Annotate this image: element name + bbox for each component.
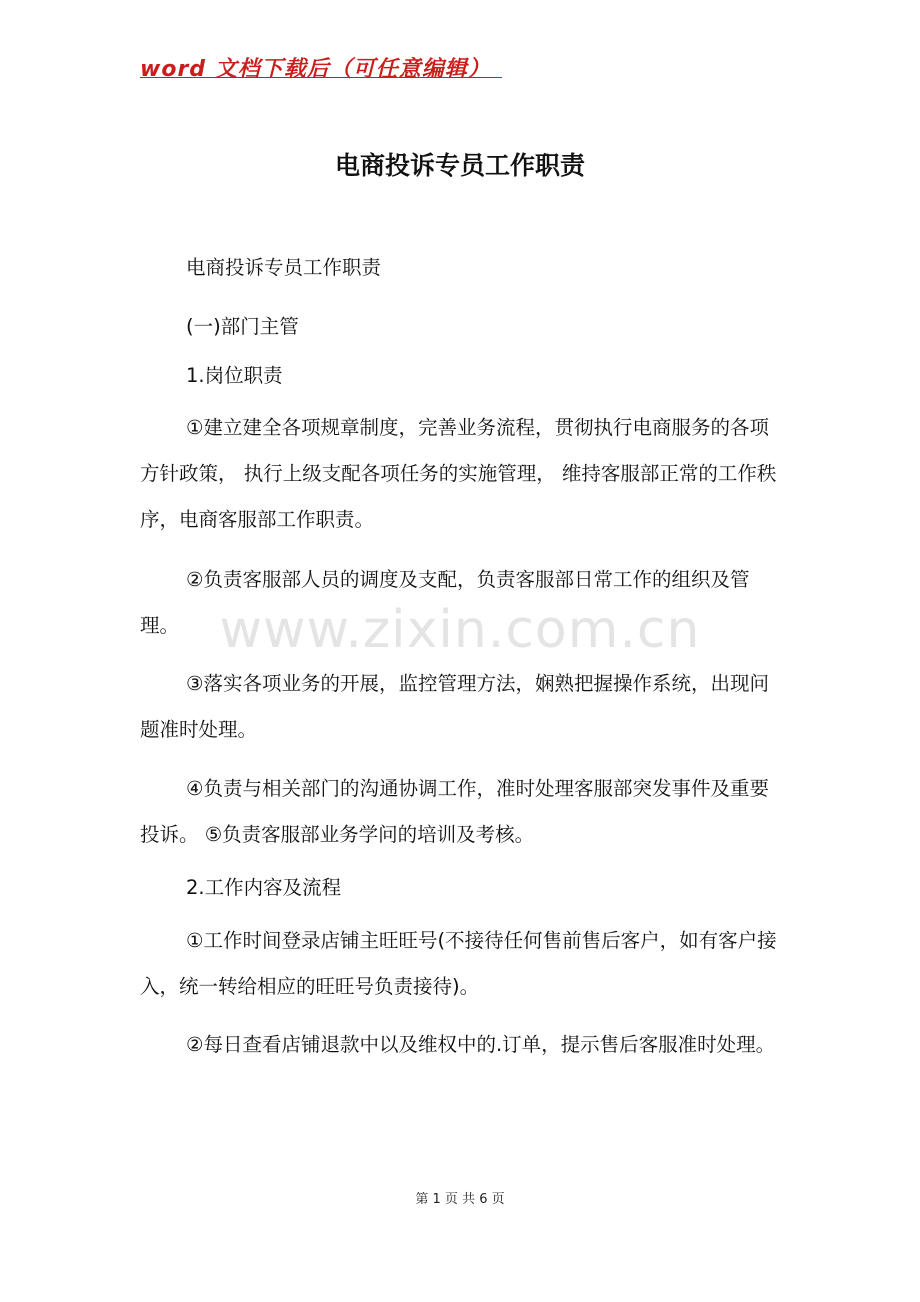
- paragraph-duty-1: ①建立建全各项规章制度，完善业务流程，贯彻执行电商服务的各项方针政策， 执行上级支配各项任务的实施管理， 维持客服部正常的工作秩序，电商客服部工作职责。: [140, 416, 777, 531]
- page-footer: 第 1 页 共 6 页: [415, 1192, 505, 1207]
- paragraph-duty-4-5: ④负责与相关部门的沟通协调工作，准时处理客服部突发事件及重要投诉。 ⑤负责客服部业务学问的培训及考核。: [140, 777, 769, 846]
- document-title: 电商投诉专员工作职责: [334, 151, 585, 180]
- paragraph-duty-2: ②负责客服部人员的调度及支配，负责客服部日常工作的组织及管理。: [140, 568, 750, 637]
- paragraph-subsection-heading: 1.岗位职责: [186, 364, 283, 387]
- paragraph-subtitle: 电商投诉专员工作职责: [186, 256, 382, 279]
- paragraph-process-2: ②每日查看店铺退款中以及维权中的.订单，提示售后客服准时处理。: [186, 1033, 776, 1056]
- watermark: www.zixin.com.cn: [219, 600, 701, 660]
- paragraph-process-1: ①工作时间登录店铺主旺旺号(不接待任何售前售后客户，如有客户接入，统一转给相应的旺旺号负责接待)。: [140, 929, 777, 998]
- paragraph-section-heading: (一)部门主管: [186, 315, 299, 338]
- paragraph-subsection-heading-2: 2.工作内容及流程: [186, 876, 342, 899]
- header-banner: word 文档下载后（可任意编辑）: [140, 57, 491, 82]
- header-divider: [140, 77, 502, 78]
- paragraph-duty-3: ③落实各项业务的开展，监控管理方法，娴熟把握操作系统，出现问题准时处理。: [140, 672, 769, 741]
